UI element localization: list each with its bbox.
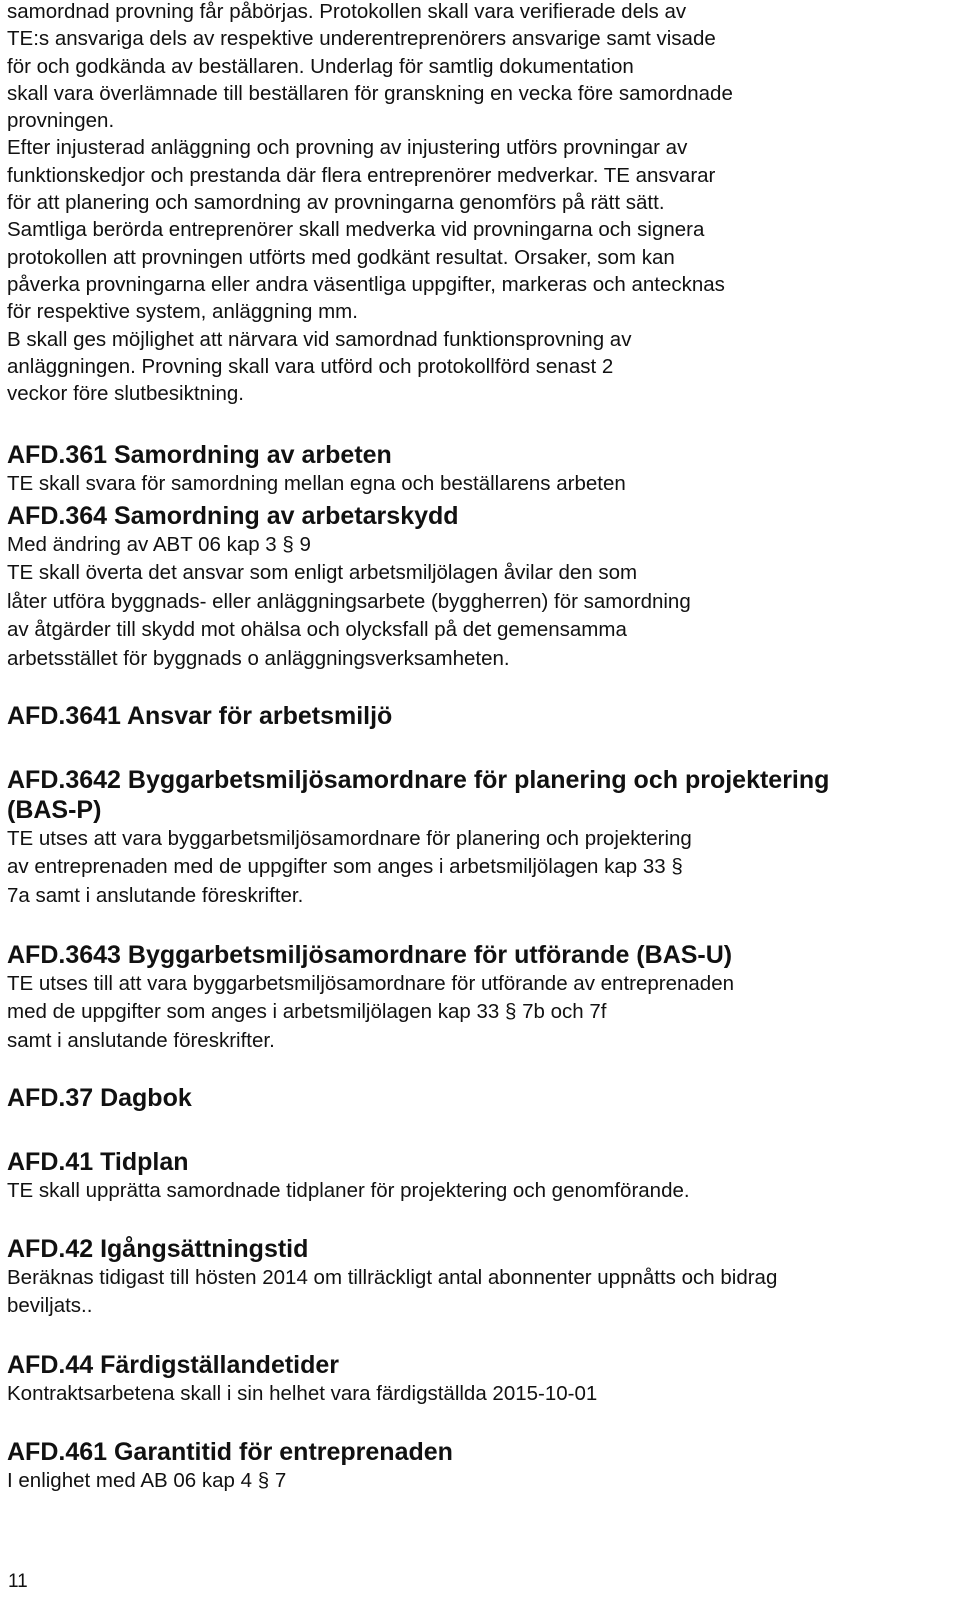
section-text: TE skall överta det ansvar som enligt arbetsmiljölagen åvilar den som <box>7 561 638 585</box>
section-text: Med ändring av ABT 06 kap 3 § 9 <box>7 533 311 556</box>
section-text: samt i anslutande föreskrifter. <box>7 1028 275 1052</box>
section-afd364 <box>7 501 952 673</box>
section-heading: AFD.42 Igångsättningstid <box>7 1235 309 1263</box>
text-line: samordnad provning får påbörjas. Protokollen skall vara verifierade dels av <box>7 0 687 23</box>
section-text: TE skall svara för samordning mellan egna och beställarens arbeten <box>7 472 626 495</box>
section-text: Beräknas tidigast till hösten 2014 om tillräckligt antal abonnenter uppnåtts och bidrag <box>7 1266 778 1289</box>
section-heading: AFD.44 Färdigställandetider <box>7 1351 340 1379</box>
section-text: TE utses att vara byggarbetsmiljösamordnare för planering och projektering <box>7 827 692 850</box>
section-text: TE skall upprätta samordnade tidplaner för projektering och genomförande. <box>7 1179 690 1202</box>
text-line: för att planering och samordning av provningarna genomförs på rätt sätt. <box>7 191 665 215</box>
section-text: med de uppgifter som anges i arbetsmiljölagen kap 33 § 7b och 7f <box>7 1000 607 1024</box>
text-line: funktionskedjor och prestanda där flera entreprenörer medverkar. TE ansvarar <box>7 163 716 187</box>
text-line: Efter injusterad anläggning och provning av injustering utförs provningar av <box>7 136 688 160</box>
section-heading: AFD.3641 Ansvar för arbetsmiljö <box>7 702 393 730</box>
text-line: protokollen att provningen utförts med godkänt resultat. Orsaker, som kan <box>7 245 675 269</box>
text-line: för respektive system, anläggning mm. <box>7 300 358 324</box>
section-afd361 <box>7 440 952 498</box>
section-afd461 <box>7 1437 952 1495</box>
text-line: för och godkända av beställaren. Underlag för samtlig dokumentation <box>7 54 634 78</box>
section-afd3642 <box>7 765 952 910</box>
section-heading: AFD.361 Samordning av arbeten <box>7 441 392 469</box>
page-number: 11 <box>8 1571 28 1592</box>
intro-paragraph <box>7 0 733 407</box>
text-line: veckor före slutbesiktning. <box>7 382 245 406</box>
section-afd3643 <box>7 940 952 1055</box>
text-line: provningen. <box>7 109 115 133</box>
section-text: 7a samt i anslutande föreskrifter. <box>7 883 304 907</box>
section-text: Kontraktsarbetena skall i sin helhet vara färdigställda 2015-10-01 <box>7 1382 598 1405</box>
section-text: låter utföra byggnads- eller anläggningsarbete (byggherren) för samordning <box>7 589 691 613</box>
section-afd44 <box>7 1350 952 1408</box>
section-heading-continued: (BAS-P) <box>7 796 102 824</box>
section-heading: AFD.364 Samordning av arbetarskydd <box>7 502 459 530</box>
section-heading: AFD.461 Garantitid för entreprenaden <box>7 1438 453 1466</box>
section-heading: AFD.3643 Byggarbetsmiljösamordnare för utförande (BAS-U) <box>7 941 733 969</box>
text-line: anläggningen. Provning skall vara utförd och protokollförd senast 2 <box>7 354 614 378</box>
text-line: påverka provningarna eller andra väsentliga uppgifter, markeras och antecknas <box>7 272 725 296</box>
text-line: Samtliga berörda entreprenörer skall medverka vid provningarna och signera <box>7 218 705 242</box>
section-heading: AFD.37 Dagbok <box>7 1084 192 1112</box>
section-text: I enlighet med AB 06 kap 4 § 7 <box>7 1469 287 1492</box>
text-line: skall vara överlämnade till beställaren för granskning en vecka före samordnade <box>7 81 733 105</box>
section-afd42 <box>7 1234 952 1321</box>
section-text: beviljats.. <box>7 1294 93 1318</box>
section-heading: AFD.41 Tidplan <box>7 1148 189 1176</box>
section-text: TE utses till att vara byggarbetsmiljösamordnare för utförande av entreprenaden <box>7 972 734 995</box>
section-text: arbetsstället för byggnads o anläggningsverksamheten. <box>7 646 510 670</box>
section-heading: AFD.3642 Byggarbetsmiljösamordnare för planering och projektering <box>7 766 830 794</box>
text-line: TE:s ansvariga dels av respektive underentreprenörers ansvarige samt visade <box>7 27 716 51</box>
section-text: av åtgärder till skydd mot ohälsa och olycksfall på det gemensamma <box>7 618 627 642</box>
section-afd3641 <box>7 701 952 731</box>
section-text: av entreprenaden med de uppgifter som anges i arbetsmiljölagen kap 33 § <box>7 855 683 879</box>
text-line: B skall ges möjlighet att närvara vid samordnad funktionsprovning av <box>7 327 632 351</box>
section-afd37 <box>7 1083 952 1113</box>
section-afd41 <box>7 1147 952 1205</box>
